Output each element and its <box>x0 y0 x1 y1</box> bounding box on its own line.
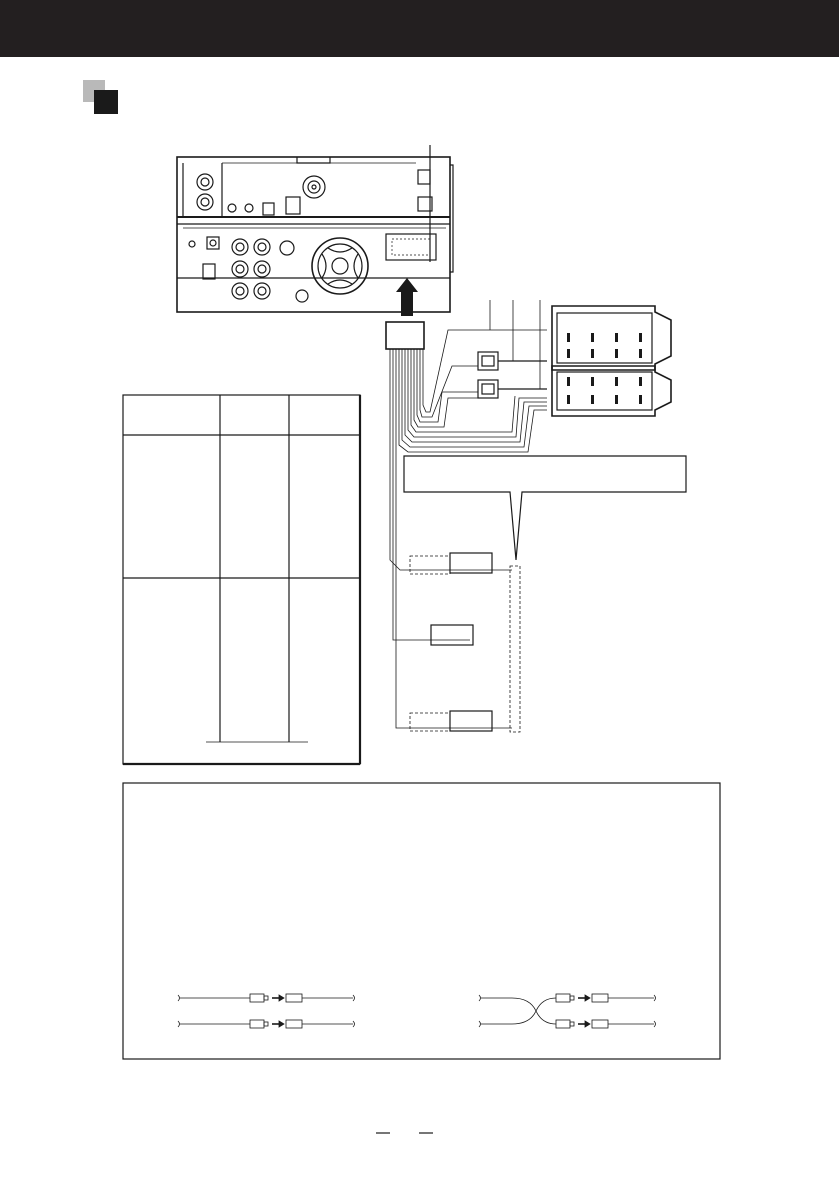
notes-box <box>123 783 720 1059</box>
insert-direction-arrow-icon <box>396 278 418 316</box>
cooling-fan-icon <box>312 238 368 294</box>
note-callout <box>404 456 686 732</box>
straight-cable-connection-figure <box>178 994 355 1028</box>
iso-connector-a <box>552 306 671 370</box>
iso-connector-b <box>552 366 671 416</box>
wiring-harness <box>386 300 547 728</box>
harness-table <box>123 395 360 764</box>
crossed-cable-connection-figure <box>479 994 656 1028</box>
